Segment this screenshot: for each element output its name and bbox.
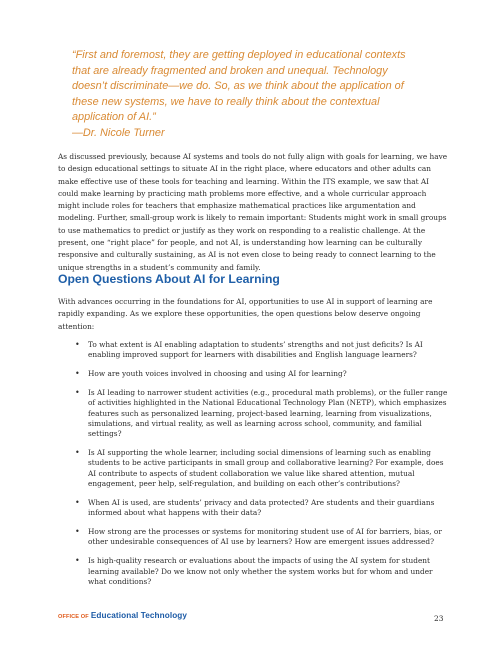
quote-line: that are already fragmented and broken and unequal. Technology [72,64,388,77]
bullet-icon: • [75,448,80,458]
bullet-icon: • [75,556,80,566]
list-item [58,498,448,519]
page-number: 23 [434,614,444,623]
quote-line: application of AI.” [72,111,156,124]
bullet-icon: • [75,369,80,379]
office-logo [58,611,187,620]
quote-line: “First and foremost, they are getting deployed in educational contexts [72,49,406,61]
list-item-text: Is AI supporting the whole learner, including social dimensions of learning such as enabling students to be active participants in small group and collaborative learning? For example, does AI contribute to aspects of student collaboration we value like shared attention, mutual engagement, peer help, self-regulation, and building on each other’s contributions? [88,448,444,489]
bullet-icon: • [75,497,80,507]
list-item-text: To what extent is AI enabling adaptation to students’ strengths and not just deficits? Is AI enabling improved support for learners with disabilities and English language learners? [88,340,423,360]
list-item [58,340,448,361]
section-heading: Open Questions About AI for Learning [58,272,280,286]
open-questions-list [58,340,448,596]
list-item-text: When AI is used, are students’ privacy and data protected? Are students and their guardians informed about what happens with their data? [88,497,435,518]
list-item [58,556,448,587]
quote-attribution: —Dr. Nicole Turner [72,126,165,139]
quote-line: these new systems, we have to really think about the contextual [72,95,380,108]
bullet-icon: • [75,527,80,537]
quote-line: doesn’t discriminate—we do. So, as we think about the application of [72,80,404,93]
logo-prefix: OFFICE OF [58,614,89,620]
list-item-text: Is AI leading to narrower student activities (e.g., procedural math problems), or the fuller range of activities highlighted in the National Educational Technology Plan (NETP), which emphasizes features such as personalized learning, project-based learning, learning from visualizations, simulations, and virtual reality, as well as learning across school, community, and familial settings? [88,388,448,439]
list-item-text: Is high-quality research or evaluations about the impacts of using the AI system for student learning available? Do we know not only whether the system works but for whom and under what conditions? [88,556,433,586]
bullet-icon: • [75,388,80,398]
body-paragraph: As discussed previously, because AI systems and tools do not fully align with goals for learning, we have to design educational settings to situate AI in the right place, where educators and other adults can make effective use of these tools for teaching and learning. Within the ITS example, we saw that AI could make learning by practicing math problems more effective, and a whole curricular approach might include roles for teachers that emphasize mathematical practices like argumentation and modeling. Further, small-group work is likely to remain important: Students might work in small groups to use mathematics to predict or justify as they work on responding to a realistic challenge. At the present, one “right place” for people, and not AI, is understanding how learning can be culturally responsive and culturally sustaining, as AI is not even close to being ready to connect learning to the unique strengths in a student’s community and family. [58,152,448,272]
list-item [58,527,448,548]
list-item-text: How strong are the processes or systems for monitoring student use of AI for barriers, bias, or other undesirable consequences of AI use by learners? How are emergent issues addressed? [88,527,442,547]
list-item [58,388,448,439]
logo-name: Educational Technology [90,611,188,620]
bullet-icon: • [75,340,80,349]
list-item [58,369,448,379]
pull-quote [72,48,442,142]
list-item-text: How are youth voices involved in choosing and using AI for learning? [88,369,347,379]
list-item [58,448,448,489]
section-intro: With advances occurring in the foundations for AI, opportunities to use AI in support of learning are rapidly expanding. As we explore these opportunities, the open questions below deserve ongoing attention: [58,297,433,331]
